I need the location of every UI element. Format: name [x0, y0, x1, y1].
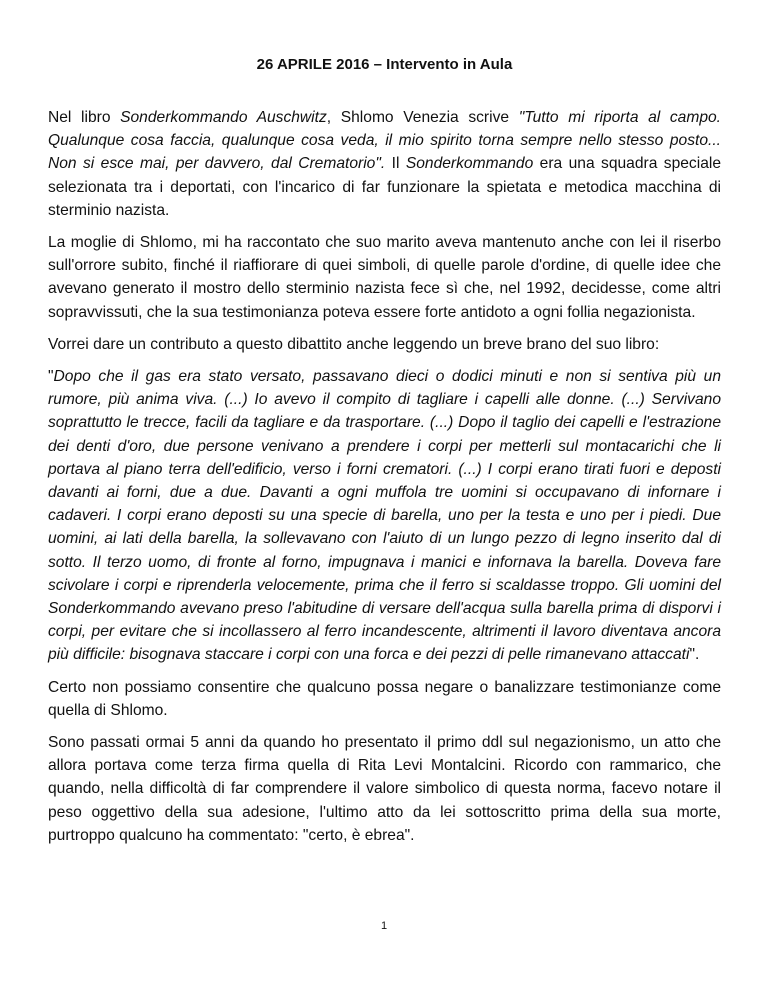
paragraph-excerpt: [48, 365, 721, 667]
paragraph-ddl: Sono passati ormai 5 anni da quando ho presentato il primo ddl sul negazionismo, un atto che allora portava come terza firma quella di Rita Levi Montalcini. Ricordo con rammarico, che quando, nella difficoltà di far comprendere il valore simbolico di questa norma, facevo notare il peso oggettivo della sua adesione, l'ultimo atto da lei sottoscritto prima della sua morte, purtroppo qualcuno ha commentato: "certo, è ebrea".: [48, 734, 721, 844]
paragraph-denial: Certo non possiamo consentire che qualcuno possa negare o banalizzare testimonianze come quella di Shlomo.: [48, 678, 721, 719]
excerpt-quote: Dopo che il gas era stato versato, passavano dieci o dodici minuti e non si sentiva più un rumore, più anima viva. (...) Io avevo il compito di tagliare i capelli alle donne. (...) Servivano soprattutto le trecce, facili da tagliare e da trasportare. (...) Dopo il taglio dei capelli e l'estrazione dei denti d'oro, due persone venivano a prendere i corpi per metterli sul montacarichi che li portava al piano terra dell'edificio, verso i forni crematori. (...) I corpi erano tirati fuori e deposti davanti ai forni, due a due. Davanti a ogni muffola tre uomini si occupavano di infornare i cadaveri. I corpi erano deposti su una specie di barella, uno per la testa e uno per i piedi. Due uomini, ai lati della barella, la sollevavano con l'aiuto di un lungo pezzo di legno inserito dal di sotto. Il terzo uomo, di fronte al forno, impugnava i manici e infornava la barella. Doveva fare scivolare i corpi e riprenderla velocemente, prima che il ferro si scaldasse troppo. Gli uomini del Sonderkommando avevano preso l'abitudine di versare dell'acqua sulla barella prima di disporvi i corpi, per evitare che si incollassero al ferro incandescente, altrimenti il lavoro diventava ancora più difficile: bisognava staccare i corpi con una forca e dei pezzi di pelle rimanevano attaccati: [48, 368, 721, 664]
excerpt-open-quote: ": [48, 368, 54, 386]
paragraph-wife: La moglie di Shlomo, mi ha raccontato che suo marito aveva mantenuto anche con lei il riserbo sull'orrore subito, finché il riaffiorare di quei simboli, di quelle parole d'ordine, di quelle idee che avevano generato il mostro dello sterminio nazista fece sì che, nel 1992, decidesse, come altri sopravvissuti, che la sua testimonianza poteva essere forte antidoto a ogni follia negazionista.: [48, 234, 721, 321]
intro-text-2: , Shlomo Venezia scrive: [326, 109, 519, 126]
intro-text-4: era una squadra speciale selezionata tra i deportati, con l'incarico di far funzionare la spietata e metodica macchina di sterminio nazista.: [48, 155, 722, 219]
intro-text-1: Nel libro: [48, 109, 121, 126]
paragraph-contribution: Vorrei dare un contributo a questo dibattito anche leggendo un breve brano del suo libro:: [48, 335, 660, 353]
excerpt-close-quote: ".: [689, 646, 700, 664]
intro-quote: "Tutto mi riporta al campo. Qualunque cosa faccia, qualunque cosa veda, il mio spirito torna sempre nello stesso posto... Non si esce mai, per davvero, dal Crematorio".: [48, 109, 722, 173]
book-title: Sonderkommando Auschwitz: [120, 109, 327, 126]
document-title: 26 APRILE 2016 – Intervento in Aula: [256, 56, 513, 73]
paragraph-intro: [48, 106, 721, 222]
intro-text-3: Il: [385, 155, 406, 173]
page-number: 1: [380, 920, 388, 932]
sonderkommando-term: Sonderkommando: [405, 155, 534, 173]
